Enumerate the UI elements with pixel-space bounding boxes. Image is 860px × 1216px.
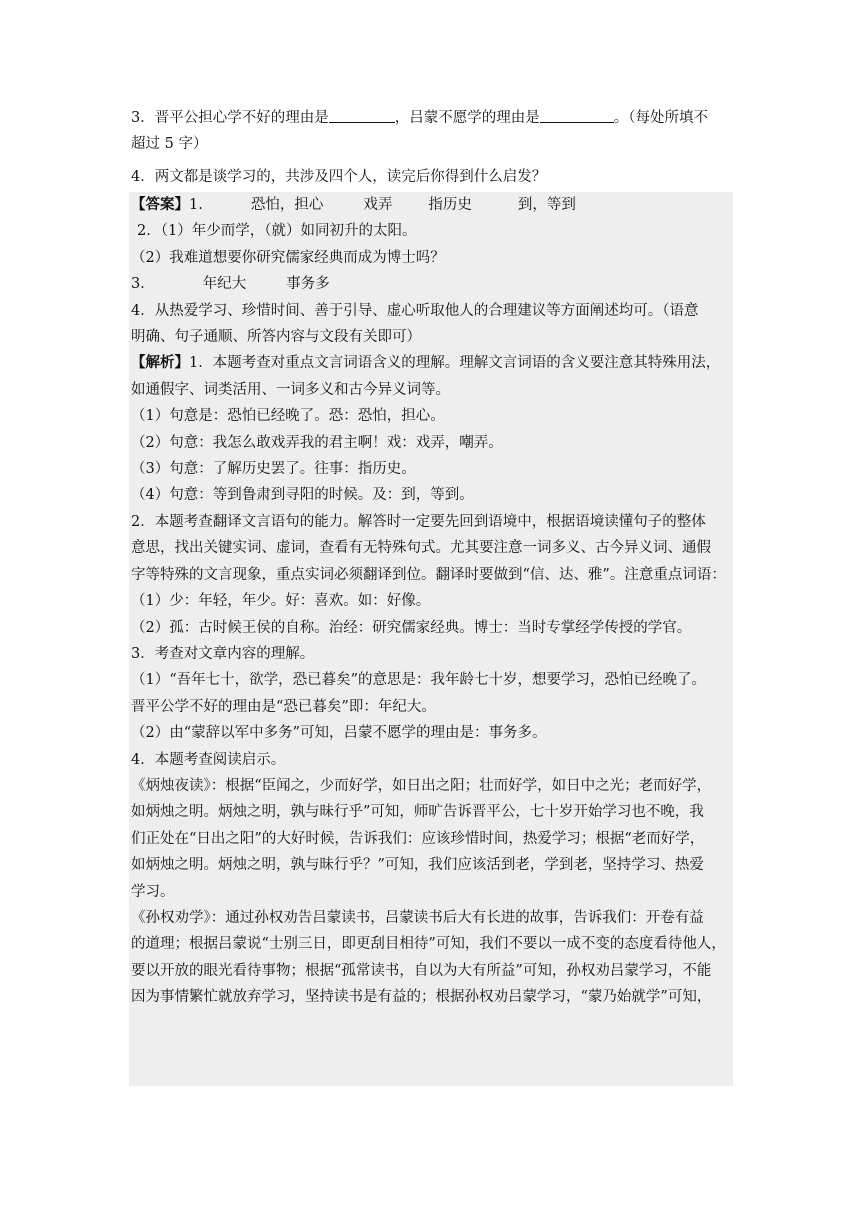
answer-blank-2 (540, 107, 614, 123)
question-3-note: 超过 5 字） (131, 136, 208, 152)
analysis-line: 《炳烛夜读》：根据“臣闻之，少而好学，如日出之阳；壮而好学，如日中之光；老而好学， (131, 777, 712, 794)
answer-1-item: 到，等到 (517, 197, 576, 213)
question-4 (131, 164, 731, 190)
question-4-text: 4．两文都是谈学习的，共涉及四个人，读完后你得到什么启发？ (131, 169, 547, 185)
analysis-line: （1）句意是：恐怕已经晚了。恐：恐怕，担心。 (131, 408, 445, 425)
analysis-line: 字等特殊的文言现象，重点实词必须翻译到位。翻译时要做到“信、达、雅”。注意重点词语： (131, 566, 726, 583)
answer-1-number: 1. (189, 197, 203, 213)
question-3-text: 3．晋平公担心学不好的理由是 (131, 110, 329, 126)
analysis-line: （4）句意：等到鲁肃到寻阳的时候。及：到，等到。 (131, 487, 474, 504)
analysis-line: 学习。 (131, 883, 175, 900)
analysis-line: 要以开放的眼光看待事物；根据“孤常读书，自以为大有所益”可知，孙权劝吕蒙学习，不能 (131, 962, 712, 979)
answer-line-1 (131, 192, 731, 218)
answer-2-line-1: 2．（1）年少而学，（就）如同初升的太阳。 (137, 223, 417, 240)
question-3-text-mid: ，吕蒙不愿学的理由是 (394, 110, 540, 126)
analysis-line: （3）句意：了解历史罢了。往事：指历史。 (131, 461, 416, 478)
analysis-line: 如炳烛之明。炳烛之明，孰与昧行乎”可知，师旷告诉晋平公，七十岁开始学习也不晚，我 (131, 804, 704, 821)
answer-label: 【答案】 (131, 196, 189, 213)
analysis-line: 意思，找出关键实词、虚词，查看有无特殊句式。尤其要注意一词多义、古今异义词、通假 (131, 540, 711, 557)
answer-3-item: 年纪大 (202, 276, 247, 293)
analysis-line: （1）少：年轻，年少。好：喜欢。如：好像。 (131, 593, 431, 610)
analysis-line: （2）孤：古时候王侯的自称。治经：研究儒家经典。博士：当时专掌经学传授的学官。 (131, 619, 692, 636)
analysis-line: 们正处在“日出之阳”的大好时候，告诉我们：应该珍惜时间，热爱学习；根据“老而好学， (131, 830, 705, 847)
analysis-line: （2）句意：我怎么敢戏弄我的君主啊！戏：戏弄，嘲弄。 (131, 434, 503, 451)
analysis-line (131, 350, 731, 376)
analysis-line: 《孙权劝学》：通过孙权劝告吕蒙读书，吕蒙读书后大有长进的故事，告诉我们：开卷有益 (131, 909, 704, 926)
analysis-line: 2．本题考查翻译文言语句的能力。解答时一定要先回到语境中，根据语境读懂句子的整体 (131, 513, 706, 530)
analysis-text: 1．本题考查对重点文言词语含义的理解。理解文言词语的含义要注意其特殊用法， (189, 355, 721, 372)
analysis-label: 【解析】 (131, 354, 189, 372)
answer-1-item: 戏弄 (363, 197, 393, 213)
analysis-line: 如通假字、词类活用、一词多义和古今异义词等。 (131, 381, 450, 398)
question-3-text-end: 。（每处所填不 (613, 110, 708, 126)
analysis-line: 4．本题考查阅读启示。 (131, 751, 286, 768)
answer-section (131, 192, 731, 1011)
question-3 (131, 105, 731, 157)
analysis-line: 如炳烛之明。炳烛之明，孰与昧行乎？”可知，我们应该活到老，学到老，坚持学习、热爱 (131, 857, 704, 874)
answer-3-item: 事务多 (286, 276, 330, 293)
analysis-line: 3．考查对文章内容的理解。 (131, 645, 315, 662)
answer-2-line-2: （2）我难道想要你研究儒家经典而成为博士吗？ (131, 249, 445, 266)
analysis-line: 的道理；根据吕蒙说“士别三日，即更刮目相待”可知，我们不要以一成不变的态度看待他人， (131, 936, 726, 953)
answer-3-number: 3． (131, 276, 155, 293)
answer-4-line-1: 4．从热爱学习、珍惜时间、善于引导、虚心听取他人的合理建议等方面阐述均可。（语意 (131, 302, 699, 319)
analysis-line: （1）“吾年七十，欲学，恐已暮矣”的意思是：我年龄七十岁，想要学习，恐怕已经晚了。 (131, 672, 707, 689)
analysis-line: （2）由“蒙辞以军中多务”可知，吕蒙不愿学的理由是：事务多。 (131, 725, 547, 742)
answer-1-item: 指历史 (428, 197, 472, 213)
answer-1-item: 恐怕，担心 (250, 197, 324, 213)
answer-line-3 (131, 271, 731, 297)
analysis-line: 因为事情繁忙就放弃学习，坚持读书是有益的；根据孙权劝吕蒙学习，“蒙乃始就学”可知， (131, 989, 712, 1006)
answer-4-line-2: 明确、句子通顺、所答内容与文段有关即可） (131, 329, 421, 346)
answer-blank-1 (329, 107, 395, 123)
analysis-line: 晋平公学不好的理由是“恐已暮矣”即：年纪大。 (131, 698, 436, 715)
